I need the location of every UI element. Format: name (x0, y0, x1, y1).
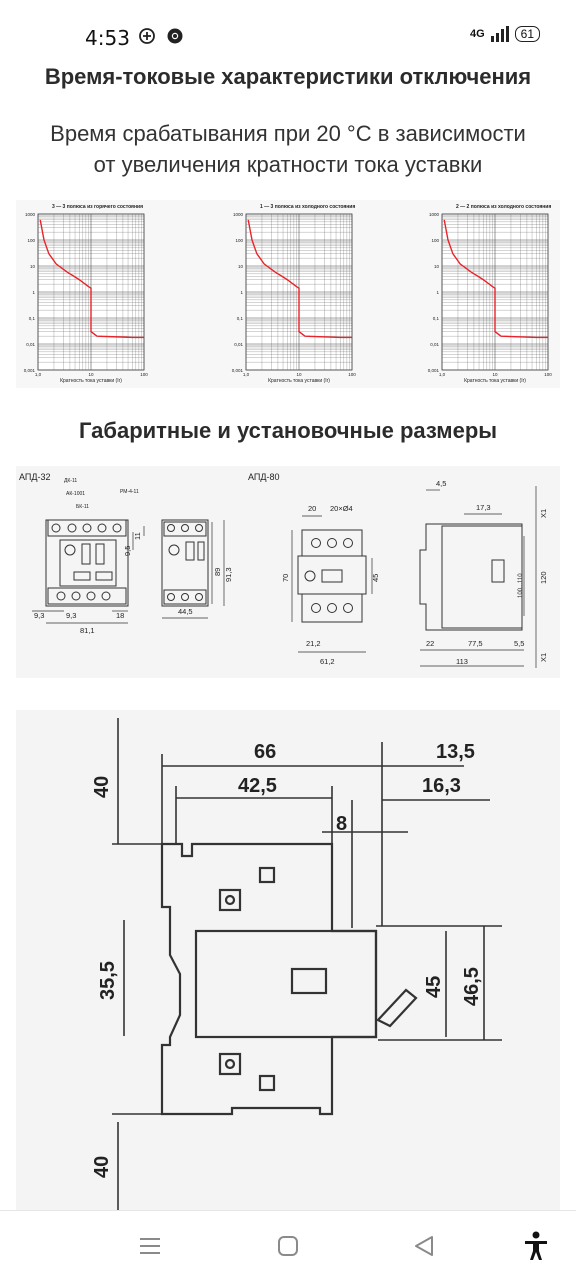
dim-top-40: 40 (91, 775, 113, 798)
chart-ytick: 10 (433, 264, 439, 269)
accessibility-icon (523, 1231, 549, 1261)
apd32-dim-1: 9,5 (123, 545, 132, 556)
dim-16-3: 16,3 (422, 775, 461, 797)
network-label: 4G (469, 28, 485, 40)
apd32-dim-8: 81,1 (80, 626, 95, 635)
chart-ytick: 1000 (232, 212, 243, 217)
apd32-dim-3: 89 (213, 567, 222, 576)
chart-ytick: 10 (29, 264, 35, 269)
apd80-dim-15: 5,5 (514, 639, 525, 648)
trip-curves-svg (16, 200, 560, 388)
chart-title-2: 1 — 3 полюса из холодного состояния (260, 204, 356, 210)
chart-xtick: 10 (88, 372, 94, 377)
apd80-dim-1: 20 (308, 504, 317, 513)
home-icon (277, 1235, 299, 1257)
mounting-drawing-image[interactable] (16, 710, 560, 1210)
dimensions-svg (16, 466, 560, 678)
chart-ytick: 0,1 (236, 316, 243, 321)
chart-ytick: 1000 (24, 212, 35, 217)
chart-xtick: 10 (296, 372, 302, 377)
apd32-callout-4: РМ-4-11 (120, 489, 139, 495)
chart-ytick: 0,001 (23, 368, 35, 373)
chart-ytick: 1000 (428, 212, 439, 217)
chart-ytick: 1 (436, 290, 439, 295)
dim-46-5: 46,5 (461, 967, 483, 1006)
apd32-callout-2: АК-1001 (66, 491, 86, 497)
apd80-dim-6: 61,2 (320, 657, 335, 666)
apd32-dim-9: 44,5 (178, 607, 193, 616)
chart-ytick: 1 (240, 290, 243, 295)
chart-ytick: 1 (32, 290, 35, 295)
chart-xtick: 100 (348, 372, 356, 377)
dim-8: 8 (336, 813, 348, 835)
chart-ytick: 0,01 (430, 342, 439, 347)
apd80-dim-2: 20×Ø4 (330, 504, 353, 513)
apd80-dim-12: X1 (539, 652, 548, 662)
chart-xtick: 1,0 (242, 372, 250, 377)
subtitle-line-1: Время срабатывания при 20 °С в зависимости (50, 121, 526, 146)
apd32-dim-5: 9,3 (34, 611, 45, 620)
apd80-dim-14: 77,5 (468, 639, 483, 648)
dim-bottom-40: 40 (91, 1155, 113, 1178)
apd80-dim-13: 22 (426, 639, 435, 648)
mounting-drawing-svg (16, 710, 560, 1210)
chart-ytick: 0,01 (234, 342, 243, 347)
apd80-dim-10: 120 (539, 571, 548, 584)
chart-xtick: 1,0 (438, 372, 446, 377)
status-indicators (470, 26, 540, 42)
apd32-dim-7: 18 (116, 611, 125, 620)
trip-curves-image[interactable] (16, 200, 560, 388)
apd80-dim-16: 113 (456, 657, 468, 666)
accessibility-button[interactable] (516, 1229, 556, 1263)
dimensions-image[interactable] (16, 466, 560, 678)
back-icon (413, 1235, 435, 1257)
menu-icon (139, 1236, 161, 1256)
chart-title-3: 2 — 2 полюса из холодного состояния (456, 204, 552, 210)
apd32-label: АПД-32 (19, 472, 51, 482)
chart-ytick: 0,1 (432, 316, 439, 321)
page-title: Время-токовые характеристики отключения (44, 64, 532, 89)
chart-xlabel-1: Кратность тока уставки (Ir) (60, 378, 122, 384)
chart-ytick: 10 (237, 264, 243, 269)
chart-xlabel-3: Кратность тока уставки (Ir) (464, 378, 526, 384)
dim-35-5: 35,5 (97, 961, 119, 1000)
apd32-dim-2: 11 (133, 532, 142, 540)
chart-title-1: 3 — 3 полюса из горячего состояния (52, 204, 143, 210)
apd32-callout-3: БК-11 (76, 504, 90, 510)
apd80-dim-3: 70 (281, 573, 290, 582)
chart-xtick: 1,0 (34, 372, 42, 377)
chart-ytick: 0,001 (427, 368, 439, 373)
apd80-label: АПД-80 (248, 472, 280, 482)
chart-ytick: 100 (431, 238, 439, 243)
page-subtitle (0, 118, 576, 180)
apd32-dim-4: 91,3 (224, 567, 233, 582)
signal-icon (491, 26, 509, 42)
chrome-icon (166, 27, 184, 45)
chart-ytick: 0,01 (26, 342, 35, 347)
apd80-front-dim-lines (292, 516, 372, 652)
chart-xtick: 100 (544, 372, 552, 377)
apd32-callout-1: ДК-11 (64, 478, 78, 484)
chart-ytick: 100 (27, 238, 35, 243)
dim-42-5: 42,5 (238, 775, 277, 797)
battery-level: 61 (515, 26, 540, 42)
apd32-side-view (162, 520, 208, 606)
dim-66: 66 (254, 741, 277, 763)
apd80-front-view (298, 530, 366, 622)
navigation-bar (0, 1210, 576, 1280)
chart-ytick: 100 (235, 238, 243, 243)
subtitle-line-2: от увеличения кратности тока уставки (93, 152, 483, 177)
apd80-dim-4: 45 (371, 573, 380, 582)
apd32-dim-6: 9,3 (66, 611, 77, 620)
apd80-dim-8: 17,3 (476, 503, 491, 512)
chart-ytick: 0,1 (28, 316, 35, 321)
apd80-dim-11: 100...110 (518, 573, 524, 598)
status-time: 4:53 (85, 26, 130, 50)
chart-ytick: 0,001 (231, 368, 243, 373)
dimensions-title: Габаритные и установочные размеры (78, 418, 498, 443)
chart-xtick: 100 (140, 372, 148, 377)
dim-13-5: 13,5 (436, 741, 475, 763)
chart-xlabel-2: Кратность тока уставки (Ir) (268, 378, 330, 384)
device-outline (162, 844, 416, 1114)
status-bar (0, 0, 576, 72)
apd32-front-view (46, 520, 128, 606)
plus-circle-icon (138, 27, 156, 45)
back-button[interactable] (404, 1229, 444, 1263)
apd80-dim-9: X1 (539, 508, 548, 518)
apd80-side-view (420, 524, 522, 630)
home-button[interactable] (268, 1229, 308, 1263)
apd80-dim-7: 4,5 (436, 479, 447, 488)
menu-button[interactable] (130, 1229, 170, 1263)
chart-xtick: 10 (492, 372, 498, 377)
dim-45: 45 (423, 975, 445, 998)
apd80-dim-5: 21,2 (306, 639, 321, 648)
